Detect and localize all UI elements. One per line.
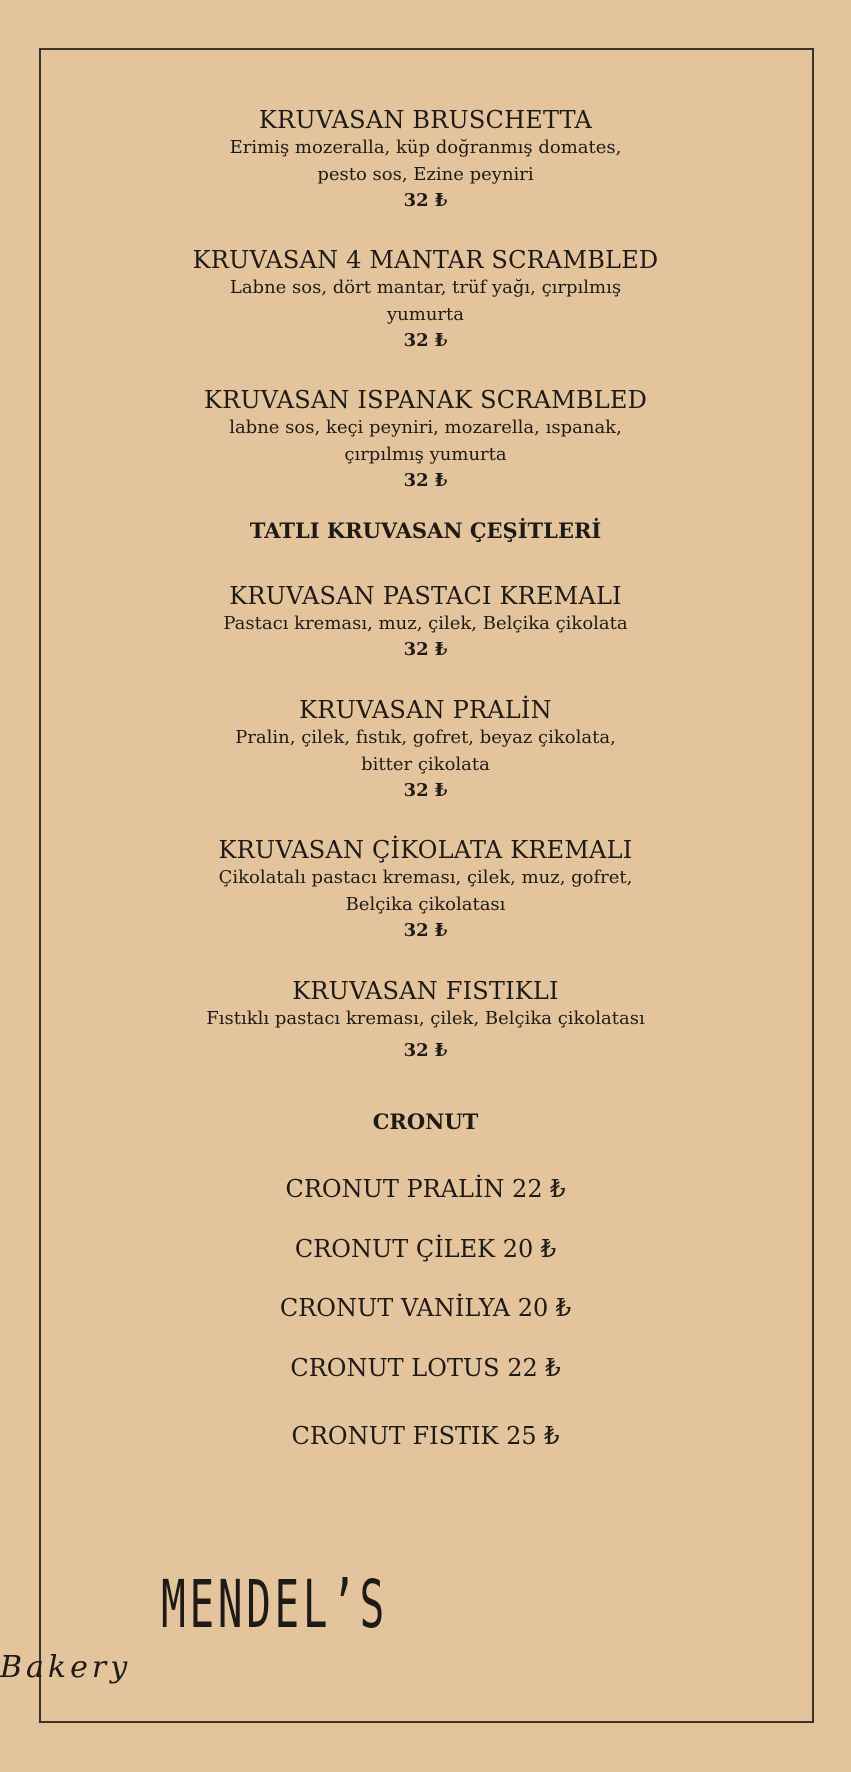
brand-logo-mendels: MENDEL’S xyxy=(161,1566,388,1643)
menu-item-kruvasan-pralin xyxy=(0,696,851,804)
item-price: 32 ₺ xyxy=(403,190,448,211)
menu-item-kruvasan-4-mantar xyxy=(0,246,851,354)
cronut-item-lotus: CRONUT LOTUS 22 ₺ xyxy=(290,1354,561,1382)
item-description: labne sos, keçi peyniri, mozarella, ıspanak, xyxy=(229,417,622,438)
cronut-item-fistik: CRONUT FISTIK 25 ₺ xyxy=(291,1422,560,1450)
item-description: Pralin, çilek, fıstık, gofret, beyaz çikolata, xyxy=(235,727,616,748)
item-description-line2: yumurta xyxy=(387,304,464,325)
brand-logo-bakery: Bakery xyxy=(0,1650,132,1685)
item-price: 32 ₺ xyxy=(403,330,448,351)
item-description-line2: pesto sos, Ezine peyniri xyxy=(317,164,534,185)
item-description-line2: bitter çikolata xyxy=(361,754,490,775)
item-name: KRUVASAN ÇİKOLATA KREMALI xyxy=(218,836,633,864)
item-name: KRUVASAN ISPANAK SCRAMBLED xyxy=(203,386,648,414)
item-description: Erimiş mozeralla, küp doğranmış domates, xyxy=(229,137,622,158)
section-title-tatli-kruvasan: TATLI KRUVASAN ÇEŞİTLERİ xyxy=(249,518,602,543)
item-description: Çikolatalı pastacı kreması, çilek, muz, gofret, xyxy=(218,867,633,888)
cronut-item-vanilya: CRONUT VANİLYA 20 ₺ xyxy=(279,1294,572,1322)
item-description-line2: çırpılmış yumurta xyxy=(344,444,507,465)
menu-item-kruvasan-cikolata xyxy=(0,836,851,944)
item-price: 32 ₺ xyxy=(403,920,448,941)
section-title-cronut: CRONUT xyxy=(372,1109,479,1134)
item-name: KRUVASAN 4 MANTAR SCRAMBLED xyxy=(192,246,659,274)
menu-item-kruvasan-pastaci xyxy=(0,582,851,663)
cronut-item-cilek: CRONUT ÇİLEK 20 ₺ xyxy=(294,1235,557,1263)
item-description: Pastacı kreması, muz, çilek, Belçika çikolata xyxy=(223,613,628,634)
item-name: KRUVASAN BRUSCHETTA xyxy=(258,106,593,134)
item-description: Fıstıklı pastacı kreması, çilek, Belçika çikolatası xyxy=(206,1008,645,1029)
item-name: KRUVASAN FISTIKLI xyxy=(292,977,559,1005)
item-name: KRUVASAN PASTACI KREMALI xyxy=(229,582,622,610)
menu-item-kruvasan-fistikli xyxy=(0,977,851,1064)
item-description: Labne sos, dört mantar, trüf yağı, çırpılmış xyxy=(229,277,622,298)
item-price: 32 ₺ xyxy=(403,1040,448,1061)
item-description-line2: Belçika çikolatası xyxy=(345,894,506,915)
item-price: 32 ₺ xyxy=(403,780,448,801)
cronut-item-pralin: CRONUT PRALİN 22 ₺ xyxy=(285,1175,566,1203)
item-name: KRUVASAN PRALİN xyxy=(299,696,552,724)
item-price: 32 ₺ xyxy=(403,639,448,660)
menu-item-kruvasan-bruschetta xyxy=(0,106,851,214)
item-price: 32 ₺ xyxy=(403,470,448,491)
menu-item-kruvasan-ispanak xyxy=(0,386,851,494)
